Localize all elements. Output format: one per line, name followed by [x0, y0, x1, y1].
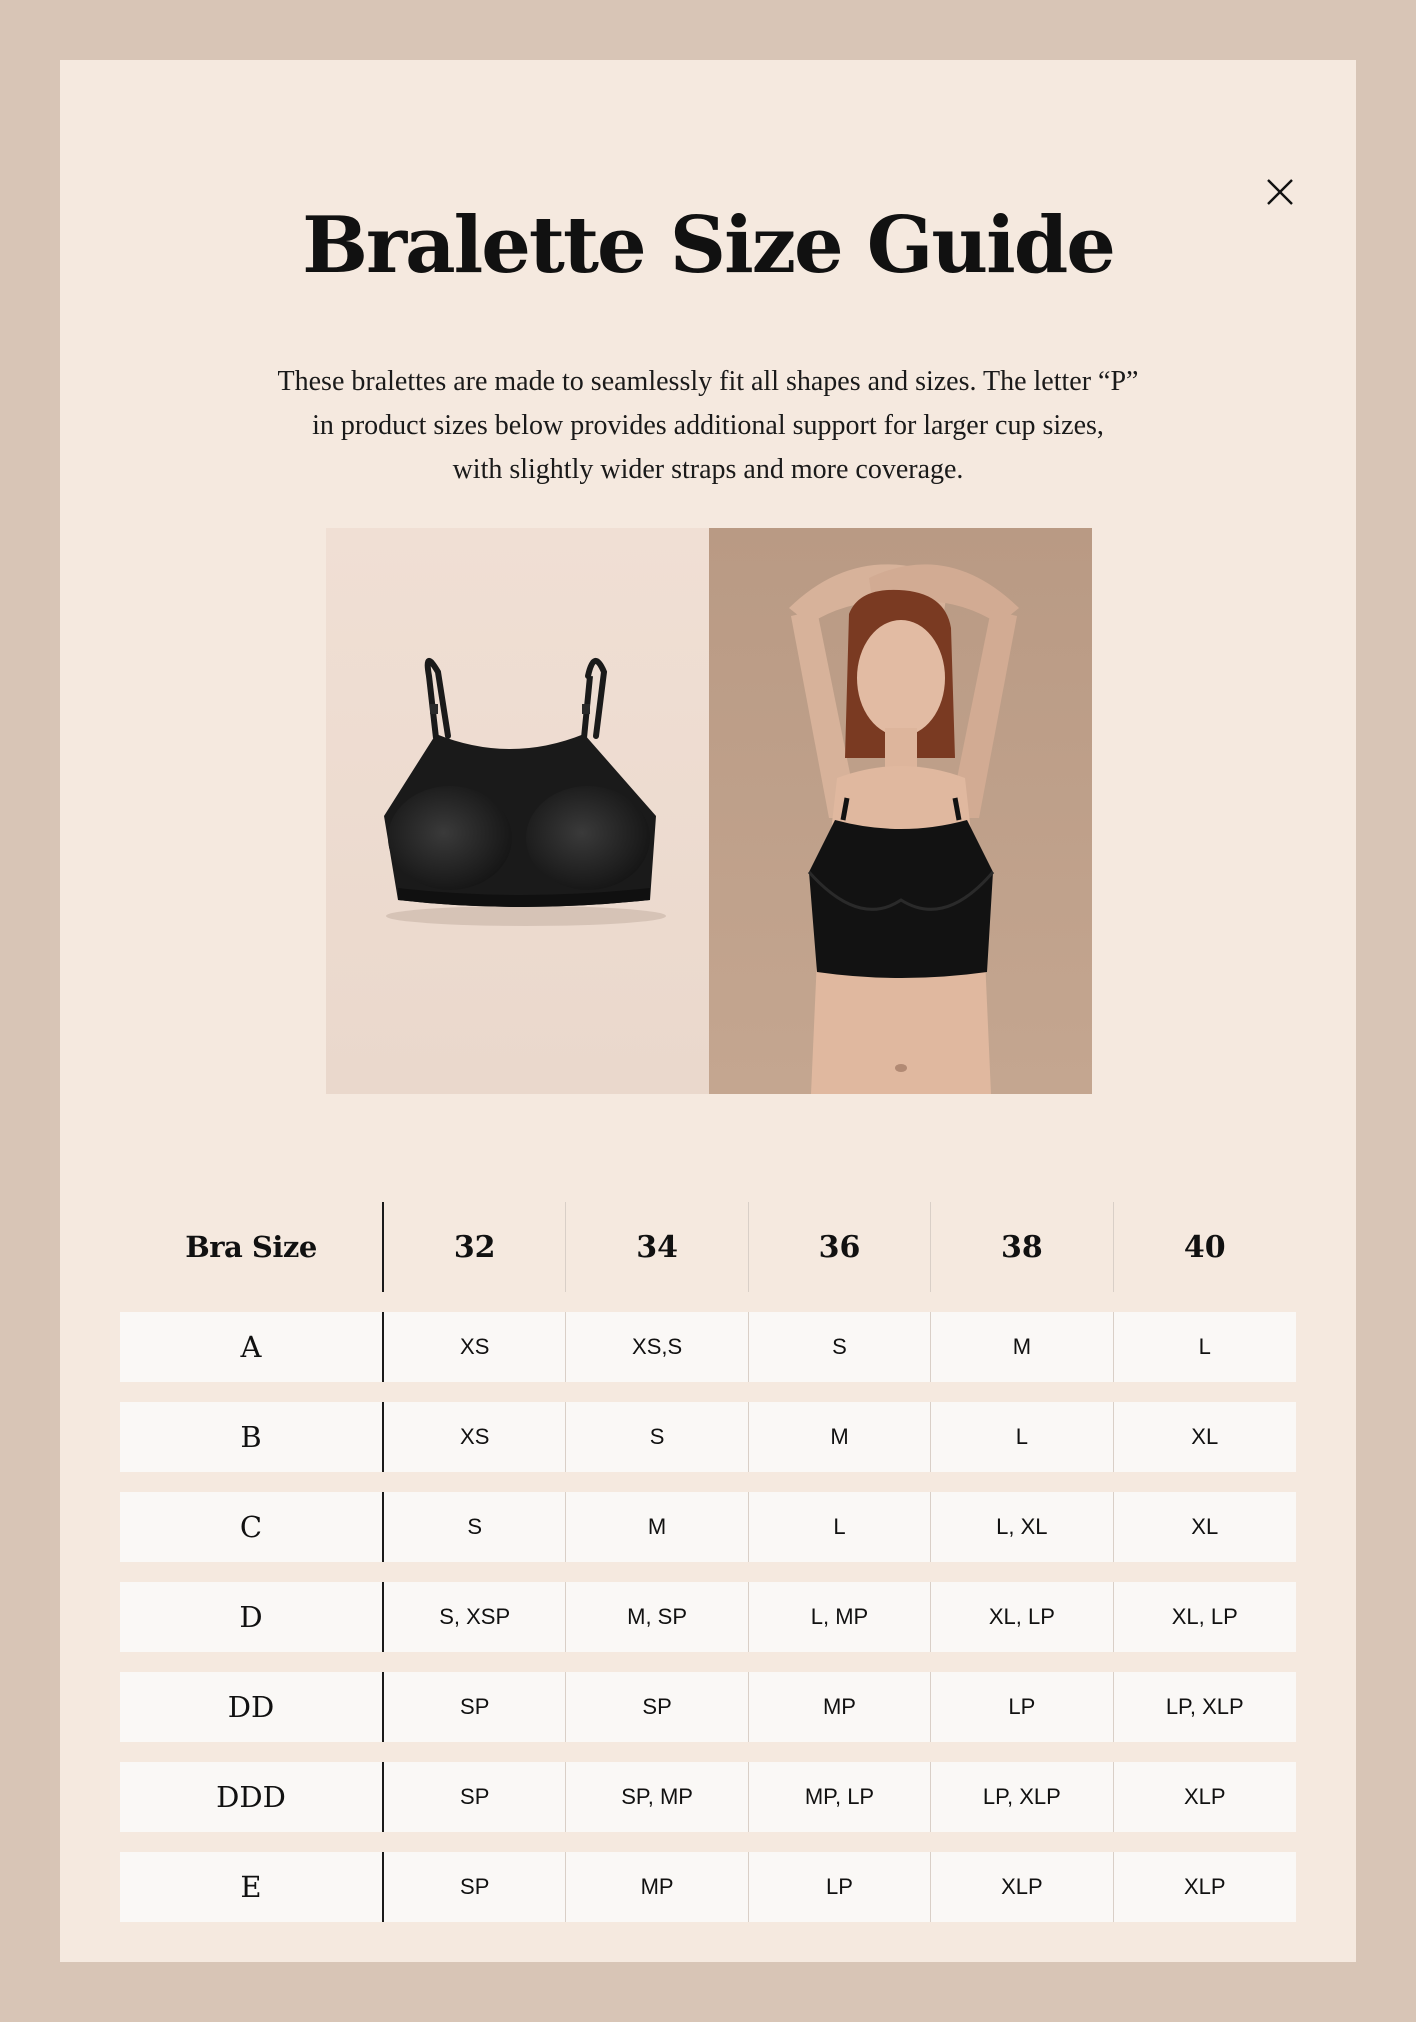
size-cell: XL, LP [1171, 1604, 1238, 1629]
page-title: Bralette Size Guide [302, 200, 1114, 291]
size-cell: XL, LP [931, 1582, 1113, 1652]
table-row [120, 1762, 1296, 1832]
table-row [120, 1582, 1296, 1652]
header-band-32: 32 [384, 1202, 566, 1292]
cup-size: DDD [120, 1762, 384, 1832]
size-cell: MP [749, 1672, 931, 1742]
cup-size: A [120, 1312, 384, 1382]
table-row [120, 1672, 1296, 1742]
header-band-36: 36 [749, 1202, 931, 1292]
size-cell: S [749, 1312, 931, 1382]
size-cell: SP [384, 1762, 566, 1832]
size-cell: MP, LP [749, 1762, 931, 1832]
size-cell: LP, XLP [931, 1762, 1113, 1832]
size-table [120, 1202, 1296, 1922]
size-cell: S [566, 1402, 748, 1472]
size-cell: XLP [1183, 1784, 1226, 1809]
size-cell: M [931, 1312, 1113, 1382]
size-cell: S [384, 1492, 566, 1562]
table-row [120, 1852, 1296, 1922]
table-row [120, 1402, 1296, 1472]
header-band-38: 38 [931, 1202, 1113, 1292]
cup-size: E [120, 1852, 384, 1922]
cup-size: D [120, 1582, 384, 1652]
size-cell: SP, MP [566, 1762, 748, 1832]
size-cell: XL [1191, 1514, 1219, 1539]
intro-line: These bralettes are made to seamlessly fit all shapes and sizes. The letter “P” [277, 366, 1139, 397]
size-cell: SP [566, 1672, 748, 1742]
bralette-model-photo [709, 528, 1092, 1094]
table-row [120, 1492, 1296, 1562]
size-cell: S, XSP [384, 1582, 566, 1652]
size-cell: M [566, 1492, 748, 1562]
size-cell: L [931, 1402, 1113, 1472]
size-cell: XL [1191, 1424, 1219, 1449]
header-bra-size: Bra Size [120, 1202, 384, 1292]
product-images [326, 528, 1092, 1094]
size-cell: M [749, 1402, 931, 1472]
size-cell: SP [384, 1852, 566, 1922]
size-cell: MP [566, 1852, 748, 1922]
size-cell: L, XL [931, 1492, 1113, 1562]
size-cell: M, SP [566, 1582, 748, 1652]
size-cell: SP [384, 1672, 566, 1742]
size-cell: XLP [931, 1852, 1113, 1922]
size-cell: LP [931, 1672, 1113, 1742]
size-cell: XS [384, 1402, 566, 1472]
header-band-40: 40 [1183, 1229, 1226, 1265]
header-band-34: 34 [566, 1202, 748, 1292]
cup-size: B [120, 1402, 384, 1472]
size-cell: LP [749, 1852, 931, 1922]
size-cell: L, MP [749, 1582, 931, 1652]
size-guide-modal [60, 60, 1356, 1962]
bralette-product-photo [326, 528, 709, 1094]
size-cell: L [749, 1492, 931, 1562]
size-cell: XS,S [566, 1312, 748, 1382]
intro-line: in product sizes below provides additional support for larger cup sizes, [312, 410, 1104, 441]
size-cell: L [1198, 1334, 1211, 1359]
cup-size: C [120, 1492, 384, 1562]
table-row [120, 1312, 1296, 1382]
cup-size: DD [120, 1672, 384, 1742]
intro-line: with slightly wider straps and more coverage. [452, 454, 964, 485]
size-cell: XS [384, 1312, 566, 1382]
size-cell: XLP [1183, 1874, 1226, 1899]
intro-text [220, 360, 1196, 492]
table-header-row [120, 1202, 1296, 1292]
size-cell: LP, XLP [1165, 1694, 1244, 1719]
